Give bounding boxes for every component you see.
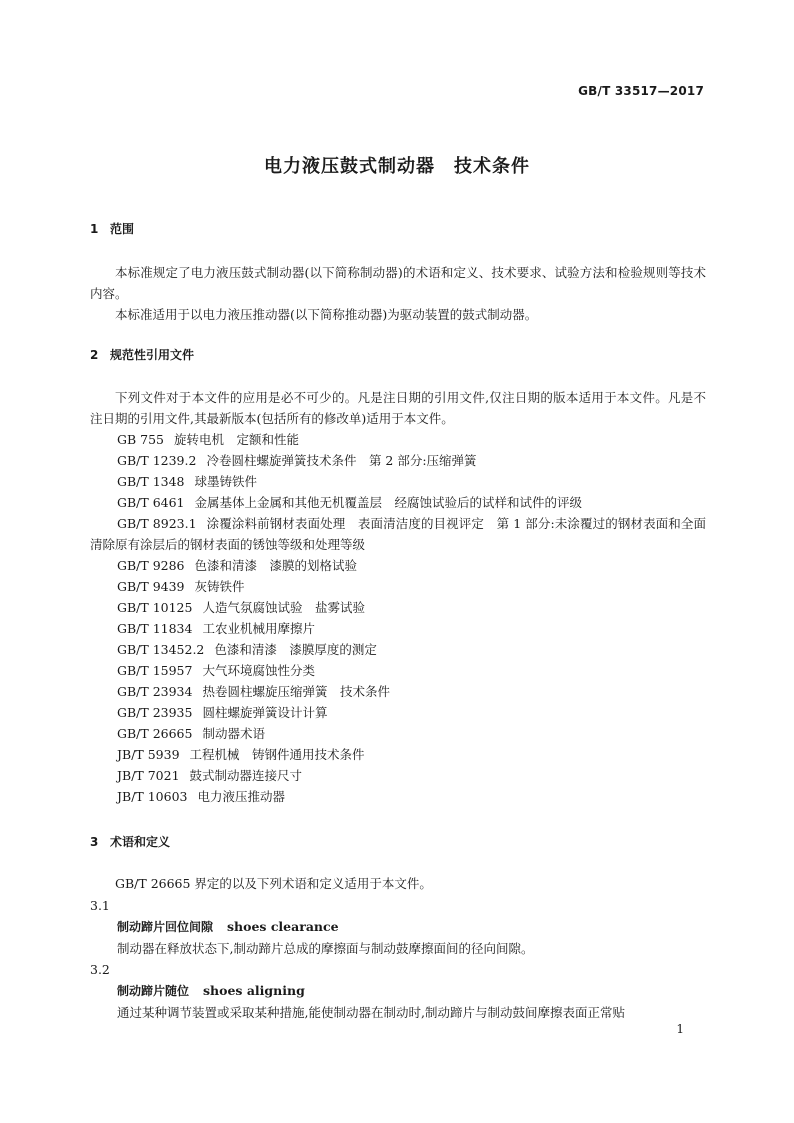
reference-title: 色漆和清漆 漆膜厚度的测定 [214,642,377,657]
standard-id: GB/T 33517—2017 [578,84,704,98]
reference-item [90,492,706,513]
reference-code: GB/T 1348 [117,474,185,489]
section-terms [90,833,706,850]
reference-code: GB 755 [117,432,165,447]
term-name-en: shoes aligning [203,983,305,998]
term-name [90,980,706,1002]
reference-code: GB/T 8923.1 [117,516,197,531]
reference-title: 旋转电机 定额和性能 [174,432,300,447]
reference-item [90,555,706,576]
reference-title: 圆柱螺旋弹簧设计计算 [202,705,328,720]
term-definition: 通过某种调节装置或采取某种措施,能使制动器在制动时,制动蹄片与制动鼓间摩擦表面正常贴 [117,1005,625,1020]
section-title: 规范性引用文件 [110,348,195,362]
reference-title: 涂覆涂料前钢材表面处理 表面清洁度的目视评定 第 1 部分:未涂覆过的钢材表面和全面清除原有涂层后的钢材表面的锈蚀等级和处理等级 [90,516,706,552]
paragraph: 下列文件对于本文件的应用是必不可少的。凡是注日期的引用文件,仅注日期的版本适用于本文件。凡是不注日期的引用文件,其最新版本(包括所有的修改单)适用于本文件。 [90,390,706,426]
reference-title: 热卷圆柱螺旋压缩弹簧 技术条件 [202,684,390,699]
paragraph: 本标准适用于以电力液压推动器(以下简称推动器)为驱动装置的鼓式制动器。 [115,306,538,322]
reference-code: GB/T 6461 [117,495,185,510]
reference-list [90,429,706,807]
reference-title: 大气环境腐蚀性分类 [202,663,315,678]
page-number: 1 [676,1022,684,1036]
reference-code: GB/T 23934 [117,684,193,699]
reference-code: GB/T 10125 [117,600,193,615]
section-title: 范围 [110,222,135,236]
reference-title: 人造气氛腐蚀试验 盐雾试验 [202,600,365,615]
reference-title: 制动器术语 [202,726,265,741]
section-number: 2 [90,348,99,362]
reference-code: GB/T 1239.2 [117,453,197,468]
section-heading [90,220,706,237]
reference-item [90,765,706,786]
reference-code: GB/T 13452.2 [117,642,205,657]
reference-title: 球墨铸铁件 [194,474,258,489]
reference-item [90,576,706,597]
paragraph: 本标准规定了电力液压鼓式制动器(以下简称制动器)的术语和定义、技术要求、试验方法和检验规则等技术内容。 [90,265,706,301]
reference-title: 灰铸铁件 [194,579,245,594]
term-number: 3.2 [90,962,110,977]
reference-item [90,681,706,702]
reference-code: JB/T 10603 [117,789,188,804]
normative-body [90,387,706,807]
terms-body [90,873,706,1024]
reference-item [90,429,706,450]
term-name-cn: 制动蹄片随位 [117,984,190,998]
document-title: 电力液压鼓式制动器 技术条件 [264,156,530,177]
term-number: 3.1 [90,898,110,913]
reference-code: GB/T 15957 [117,663,193,678]
reference-title: 冷卷圆柱螺旋弹簧技术条件 第 2 部分:压缩弹簧 [206,453,477,468]
reference-title: 鼓式制动器连接尺寸 [189,768,303,783]
reference-title: 电力液压推动器 [197,789,285,804]
section-heading [90,346,706,363]
reference-code: GB/T 26665 [117,726,193,741]
reference-item [90,597,706,618]
reference-code: JB/T 5939 [117,747,180,762]
reference-item [90,660,706,681]
section-title: 术语和定义 [110,835,171,849]
scope-body [90,263,706,325]
section-normative [90,346,706,363]
reference-title: 工程机械 铸钢件通用技术条件 [189,747,365,762]
reference-item [90,513,706,555]
reference-item [90,618,706,639]
section-scope [90,220,706,237]
section-heading [90,833,706,850]
reference-item [90,744,706,765]
reference-item [90,723,706,744]
reference-item [90,702,706,723]
reference-item [90,639,706,660]
reference-title: 工农业机械用摩擦片 [202,621,315,636]
reference-item [90,471,706,492]
paragraph: GB/T 26665 界定的以及下列术语和定义适用于本文件。 [115,876,432,891]
term-name [90,916,706,938]
section-number: 1 [90,222,99,236]
reference-code: GB/T 9286 [117,558,185,573]
term-definition: 制动器在释放状态下,制动蹄片总成的摩擦面与制动鼓摩擦面间的径向间隙。 [117,941,534,956]
reference-item [90,450,706,471]
reference-code: GB/T 11834 [117,621,193,636]
section-number: 3 [90,835,99,849]
reference-title: 金属基体上金属和其他无机覆盖层 经腐蚀试验后的试样和试件的评级 [194,495,583,510]
term-name-en: shoes clearance [227,919,339,934]
term-name-cn: 制动蹄片回位间隙 [117,920,214,934]
reference-code: GB/T 23935 [117,705,193,720]
reference-item [90,786,706,807]
reference-title: 色漆和清漆 漆膜的划格试验 [194,558,358,573]
reference-code: GB/T 9439 [117,579,185,594]
reference-code: JB/T 7021 [117,768,180,783]
